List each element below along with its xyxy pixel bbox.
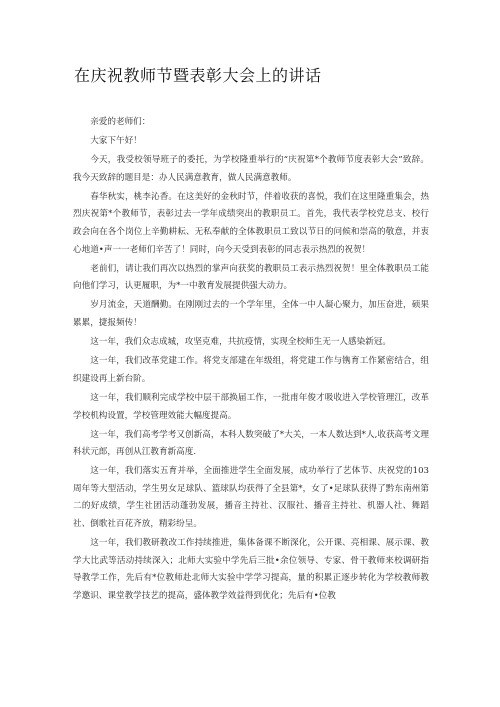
paragraph: 老前们，请让我们再次以热烈的掌声向获奖的教职员工表示热烈祝贺！里全体教职员工能向他们学习，认更履职，为*一中教育发展提供强大动力。 [73,263,429,292]
paragraph: 今天，我受校领导班子的委托，为学校隆重举行的“庆祝第*个教师节度表彰大会”致辞。我今天致辞的题目是：办人民满意教育，做人民满意教师。 [73,155,429,183]
paragraph: 这一年，我们顺利完成学校中层干部换届工作，一批甫年俊才吸收进入学校管理江，改革学校机构设置，学校管理效能大幅度提高。 [73,392,429,421]
greeting: 大家下午好！ [90,136,142,147]
speech-body [73,114,429,606]
page-title: 在庆祝教师节暨表彰大会上的讲话 [74,66,322,85]
paragraph: 岁月流金，天道酬勤。在刚刚过去的一个学年里，全体一中人凝心聚力，加压奋进，硕果累累，捷报频传！ [73,300,429,329]
paragraph: 这一年，我们高考学考又创新高，本科人数突破了*大关，一本人数达到*人,收获高考文理科状元郎，再创从江教育新高度. [73,429,429,458]
paragraph: 这一年，我们落实五育并举，全面推进学生全面发展，成功举行了艺体节、庆祝党的103周年等大型活动，学生男女足球队、篮球队均获得了全县第*，女了•足球队获得了黔东南州第二的好成绩，学生社团活动蓬勃发展，播音主持社、汉服社、播音主持社、机器人社、舞蹈社、倒歌社百花齐放，精彩纷呈。 [73,466,429,530]
paragraph: 这一年，我们教研教改工作持续推进，集体备课不断深化，公开课、亮相课、展示课、教学大比武等活动持续深入；北师大实验中学先后三批•余位领导、专家、骨干教师来校调研指导教学工作，先后有*位教师赴北师大实验中学学习提高，量的积累正逐步转化为学校教师教学邀识、课堂教学技艺的提高，盛体教学效益得到优化；先后有•位教 [73,538,429,601]
salutation: 亲爱的老师们： [90,117,151,127]
paragraph: 春华秋实，桃李沁香。在这美好的金秋时节，伴着收获的喜悦，我们在这里隆重集会，热烈庆祝第*个教师节，表彰过去一学年成绩突出的教职员工。首先，我代表学校党总支、校行政会向在各个岗位上辛勤耕耘、无私奉献的全体教职员工致以节日的问候和崇高的敬意，并衷心地道•声一一老师们辛苦了！同时，向今天受到表彰的同志表示热烈的祝贺！ [73,191,429,255]
paragraph: 这一年，我们众志成城，攻坚克难，共抗疫情，实现全校师生无一人感染新冠。 [90,337,391,348]
paragraph: 这一年，我们改革党建工作。将党支部建在年级组，将党建工作与镌育工作紧密结合，组织建设再上新台阶。 [73,356,429,384]
